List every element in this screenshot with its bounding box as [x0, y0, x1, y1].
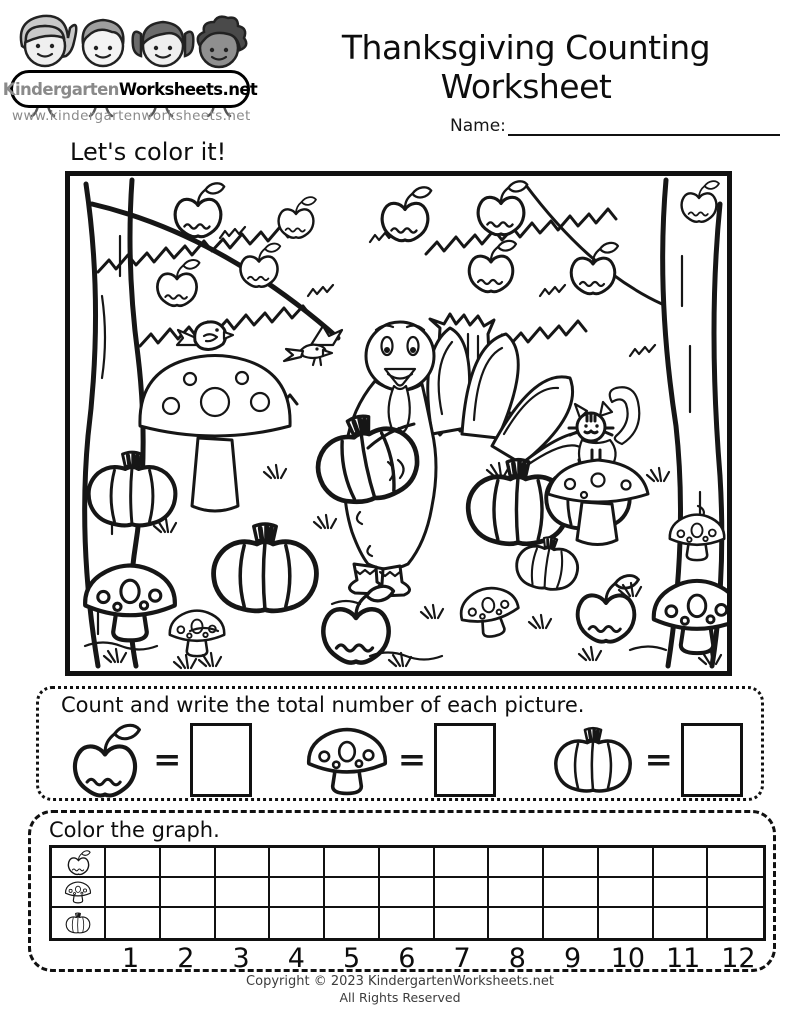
perched-bird [177, 322, 233, 350]
column-number: 1 [122, 943, 140, 974]
graph-cell[interactable] [325, 878, 380, 908]
logo-text-gray: Kindergarten [2, 79, 119, 99]
graph-cell[interactable] [270, 848, 325, 878]
apple-icon [65, 849, 92, 876]
column-number: 12 [721, 943, 756, 974]
equals-sign: = [397, 742, 427, 778]
graph-cell[interactable] [380, 848, 435, 878]
graph-cell[interactable] [654, 908, 709, 938]
mushroom-icon [304, 720, 390, 800]
logo-text-black: Worksheets.net [118, 79, 258, 99]
graph-row-icon-pumpkin [52, 908, 106, 938]
graph-cell[interactable] [544, 878, 599, 908]
graph-row-icon-apple [52, 848, 106, 878]
count-answer-box-mushroom[interactable] [434, 723, 496, 797]
column-number: 8 [508, 943, 526, 974]
graph-cell[interactable] [270, 878, 325, 908]
column-number: 7 [453, 943, 471, 974]
website-url: www.kindergartenworksheets.net [12, 108, 251, 124]
rights-text: All Rights Reserved [339, 990, 461, 1005]
copyright-text: Copyright © 2023 KindergartenWorksheets.net [246, 974, 554, 989]
column-number: 11 [665, 943, 701, 974]
graph-cell[interactable] [708, 878, 763, 908]
count-answer-box-apple[interactable] [190, 723, 252, 797]
graph-cell[interactable] [106, 878, 161, 908]
count-group-pumpkin [549, 719, 744, 801]
cat [569, 387, 639, 466]
graph-cell[interactable] [599, 878, 654, 908]
column-number: 3 [232, 943, 250, 974]
count-group-apple [65, 720, 252, 800]
site-logo [2, 4, 258, 120]
equals-sign: = [644, 742, 673, 778]
graph-cell[interactable] [654, 848, 709, 878]
coloring-scene-box [65, 171, 732, 676]
graph-cell[interactable] [161, 908, 216, 938]
graph-cell[interactable] [216, 908, 271, 938]
graph-cell[interactable] [599, 908, 654, 938]
pumpkin-icon [549, 719, 637, 801]
graph-cell[interactable] [270, 908, 325, 938]
graph-grid [49, 845, 766, 941]
graph-cell[interactable] [161, 878, 216, 908]
graph-cell[interactable] [489, 848, 544, 878]
graph-cell[interactable] [216, 878, 271, 908]
count-group-mushroom [304, 720, 497, 800]
name-row [450, 116, 780, 136]
apple-icon [65, 720, 145, 800]
graph-cell[interactable] [161, 848, 216, 878]
name-input-line[interactable] [508, 117, 780, 136]
graph-cell[interactable] [435, 908, 490, 938]
column-number: 9 [564, 943, 582, 974]
count-row [61, 719, 747, 801]
graph-section [28, 810, 776, 972]
column-number: 10 [610, 943, 646, 974]
count-instruction: Count and write the total number of each picture. [61, 693, 585, 717]
graph-cell[interactable] [380, 878, 435, 908]
footer [0, 974, 800, 1005]
pumpkin-icon [64, 910, 92, 936]
graph-cell[interactable] [380, 908, 435, 938]
column-number: 4 [287, 943, 305, 974]
graph-cell[interactable] [654, 878, 709, 908]
count-answer-box-pumpkin[interactable] [681, 723, 743, 797]
graph-cell[interactable] [435, 848, 490, 878]
column-number: 5 [343, 943, 361, 974]
graph-cell[interactable] [708, 908, 763, 938]
graph-cell[interactable] [544, 848, 599, 878]
graph-cell[interactable] [489, 878, 544, 908]
graph-cell[interactable] [708, 848, 763, 878]
logo-kid-3 [133, 22, 194, 66]
column-number: 2 [177, 943, 195, 974]
logo-kid-1 [21, 16, 76, 66]
graph-number-row [49, 941, 766, 974]
graph-cell[interactable] [216, 848, 271, 878]
graph-cell[interactable] [325, 908, 380, 938]
graph-cell[interactable] [489, 908, 544, 938]
number-row-spacer [49, 941, 103, 974]
equals-sign: = [153, 742, 182, 778]
graph-cell[interactable] [106, 848, 161, 878]
lets-color-heading: Let's color it! [70, 138, 227, 166]
graph-row-mushroom [52, 878, 763, 908]
graph-row-pumpkin [52, 908, 763, 938]
mushroom-icon [64, 879, 92, 905]
graph-heading: Color the graph. [49, 818, 220, 842]
logo-kid-4 [198, 17, 247, 67]
graph-cell[interactable] [325, 848, 380, 878]
logo-banner [2, 70, 258, 108]
graph-row-icon-mushroom [52, 878, 106, 908]
logo-kid-2 [83, 20, 124, 66]
name-label: Name: [450, 116, 506, 136]
page-title: Thanksgiving Counting Worksheet [341, 28, 711, 106]
graph-cell[interactable] [599, 848, 654, 878]
coloring-scene[interactable] [70, 176, 727, 671]
graph-cell[interactable] [106, 908, 161, 938]
column-number: 6 [398, 943, 416, 974]
graph-cell[interactable] [435, 878, 490, 908]
graph-row-apple [52, 848, 763, 878]
graph-cell[interactable] [544, 908, 599, 938]
count-section [36, 686, 764, 801]
